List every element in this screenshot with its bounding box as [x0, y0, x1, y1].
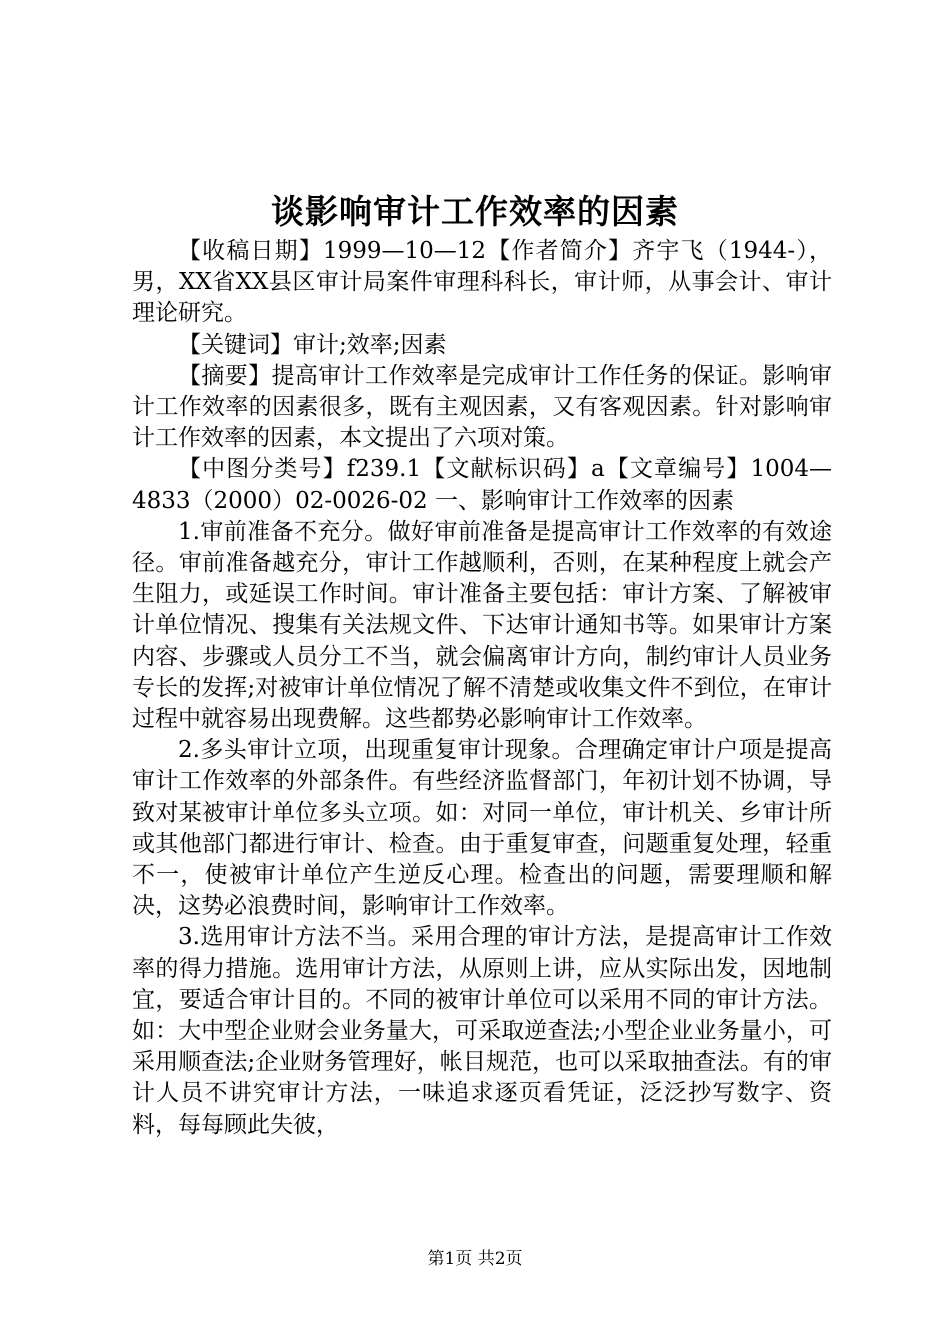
paragraph-keywords: 【关键词】审计;效率;因素 — [178, 331, 447, 358]
page-number-footer: 第1页 共2页 — [427, 1249, 523, 1269]
paragraph-item-1: 1.审前准备不充分。做好审前准备是提高审计工作效率的有效途径。审前准备越充分，审计工作越顺利，否则，在某种程度上就会产生阻力，或延误工作时间。审计准备主要包括：审计方案、了解被审计单位情况、搜集有关法规文件、下达审计通知书等。如果审计方案内容、步骤或人员分工不当，就会偏离审计方向，制约审计人员业务专长的发挥;对被审计单位情况了解不清楚或收集文件不到位，在审计过程中就容易出现费解。这些都势必影响审计工作效率。 — [132, 518, 832, 733]
paragraph-abstract: 【摘要】提高审计工作效率是完成审计工作任务的保证。影响审计工作效率的因素很多，既有主观因素，又有客观因素。针对影响审计工作效率的因素，本文提出了六项对策。 — [132, 362, 832, 452]
document-title: 谈影响审计工作效率的因素 — [271, 192, 679, 231]
document-body — [132, 236, 832, 1141]
paragraph-item-2: 2.多头审计立项，出现重复审计现象。合理确定审计户项是提高审计工作效率的外部条件。有些经济监督部门，年初计划不协调，导致对某被审计单位多头立项。如：对同一单位，审计机关、乡审计所或其他部门都进行审计、检查。由于重复审查，问题重复处理，轻重不一，使被审计单位产生逆反心理。检查出的问题，需要理顺和解决，这势必浪费时间，影响审计工作效率。 — [132, 737, 832, 920]
paragraph-item-3: 3.选用审计方法不当。采用合理的审计方法，是提高审计工作效率的得力措施。选用审计方法，从原则上讲，应从实际出发，因地制宜，要适合审计目的。不同的被审计单位可以采用不同的审计方法。如：大中型企业财会业务量大，可采取逆查法;小型企业业务量小，可采用顺查法;企业财务管理好，帐目规范，也可以采取抽查法。有的审计人员不讲究审计方法，一味追求逐页看凭证，泛泛抄写数字、资料，每每顾此失彼， — [132, 924, 832, 1138]
paragraph-received-date: 【收稿日期】1999—10—12【作者简介】齐宇飞（1944-），男，XX省XX县区审计局案件审理科科长，审计师，从事会计、审计理论研究。 — [132, 238, 832, 327]
paragraph-classification: 【中图分类号】f239.1【文献标识码】a【文章编号】1004—4833（2000）02-0026-02 一、影响审计工作效率的因素 — [132, 456, 832, 514]
